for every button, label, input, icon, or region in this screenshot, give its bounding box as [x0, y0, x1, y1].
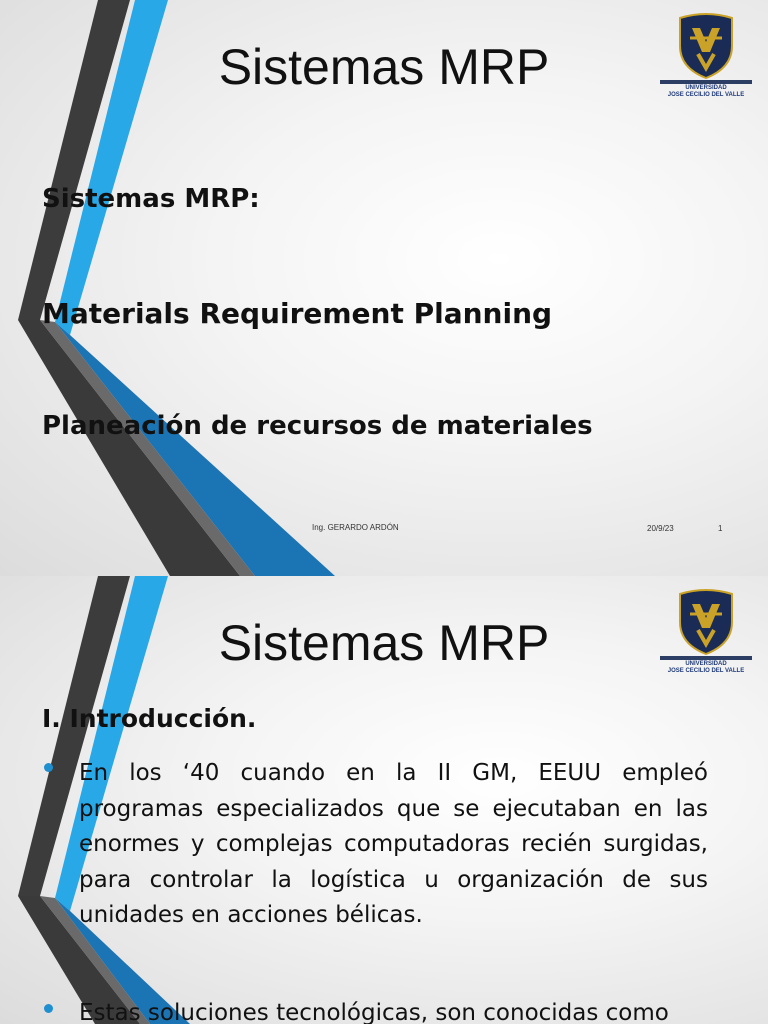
bullet-paragraph: Estas soluciones tecnológicas, son conocidas como: [79, 1000, 669, 1024]
university-logo: [660, 12, 752, 100]
logo-text-line1: UNIVERSIDAD: [685, 661, 727, 667]
shield-icon: [660, 12, 752, 80]
heading-materials-requirement-planning: Materials Requirement Planning: [42, 297, 553, 330]
logo-divider: [660, 80, 752, 84]
logo-divider: [660, 656, 752, 660]
footer-author: Ing. GERARDO ARDÓN: [312, 523, 399, 532]
logo-text-line2: JOSE CECILIO DEL VALLE: [667, 668, 745, 674]
heading-planeacion: Planeación de recursos de materiales: [42, 411, 593, 441]
bullet-icon: [44, 763, 53, 772]
bullet-paragraph: En los ‘40 cuando en la II GM, EEUU empleó programas especializados que se ejecutaban en las enormes y complejas computadoras recién surgidas, para controlar la logística u organización de sus unidades en acciones bélicas.: [79, 760, 708, 928]
footer-page-number: 1: [718, 524, 723, 533]
heading-sistemas-mrp: Sistemas MRP:: [42, 184, 260, 214]
slide-title: Sistemas MRP: [218, 615, 550, 671]
footer-date: 20/9/23: [647, 524, 674, 533]
logo-text-line2: JOSE CECILIO DEL VALLE: [667, 92, 745, 98]
slide-2: [0, 576, 768, 1024]
shield-icon: [660, 588, 752, 656]
logo-text-line1: UNIVERSIDAD: [685, 85, 727, 91]
bullet-icon: [44, 1004, 53, 1013]
slide-title: Sistemas MRP: [218, 39, 550, 95]
university-logo: [660, 588, 752, 676]
section-heading: I. Introducción.: [42, 704, 257, 733]
